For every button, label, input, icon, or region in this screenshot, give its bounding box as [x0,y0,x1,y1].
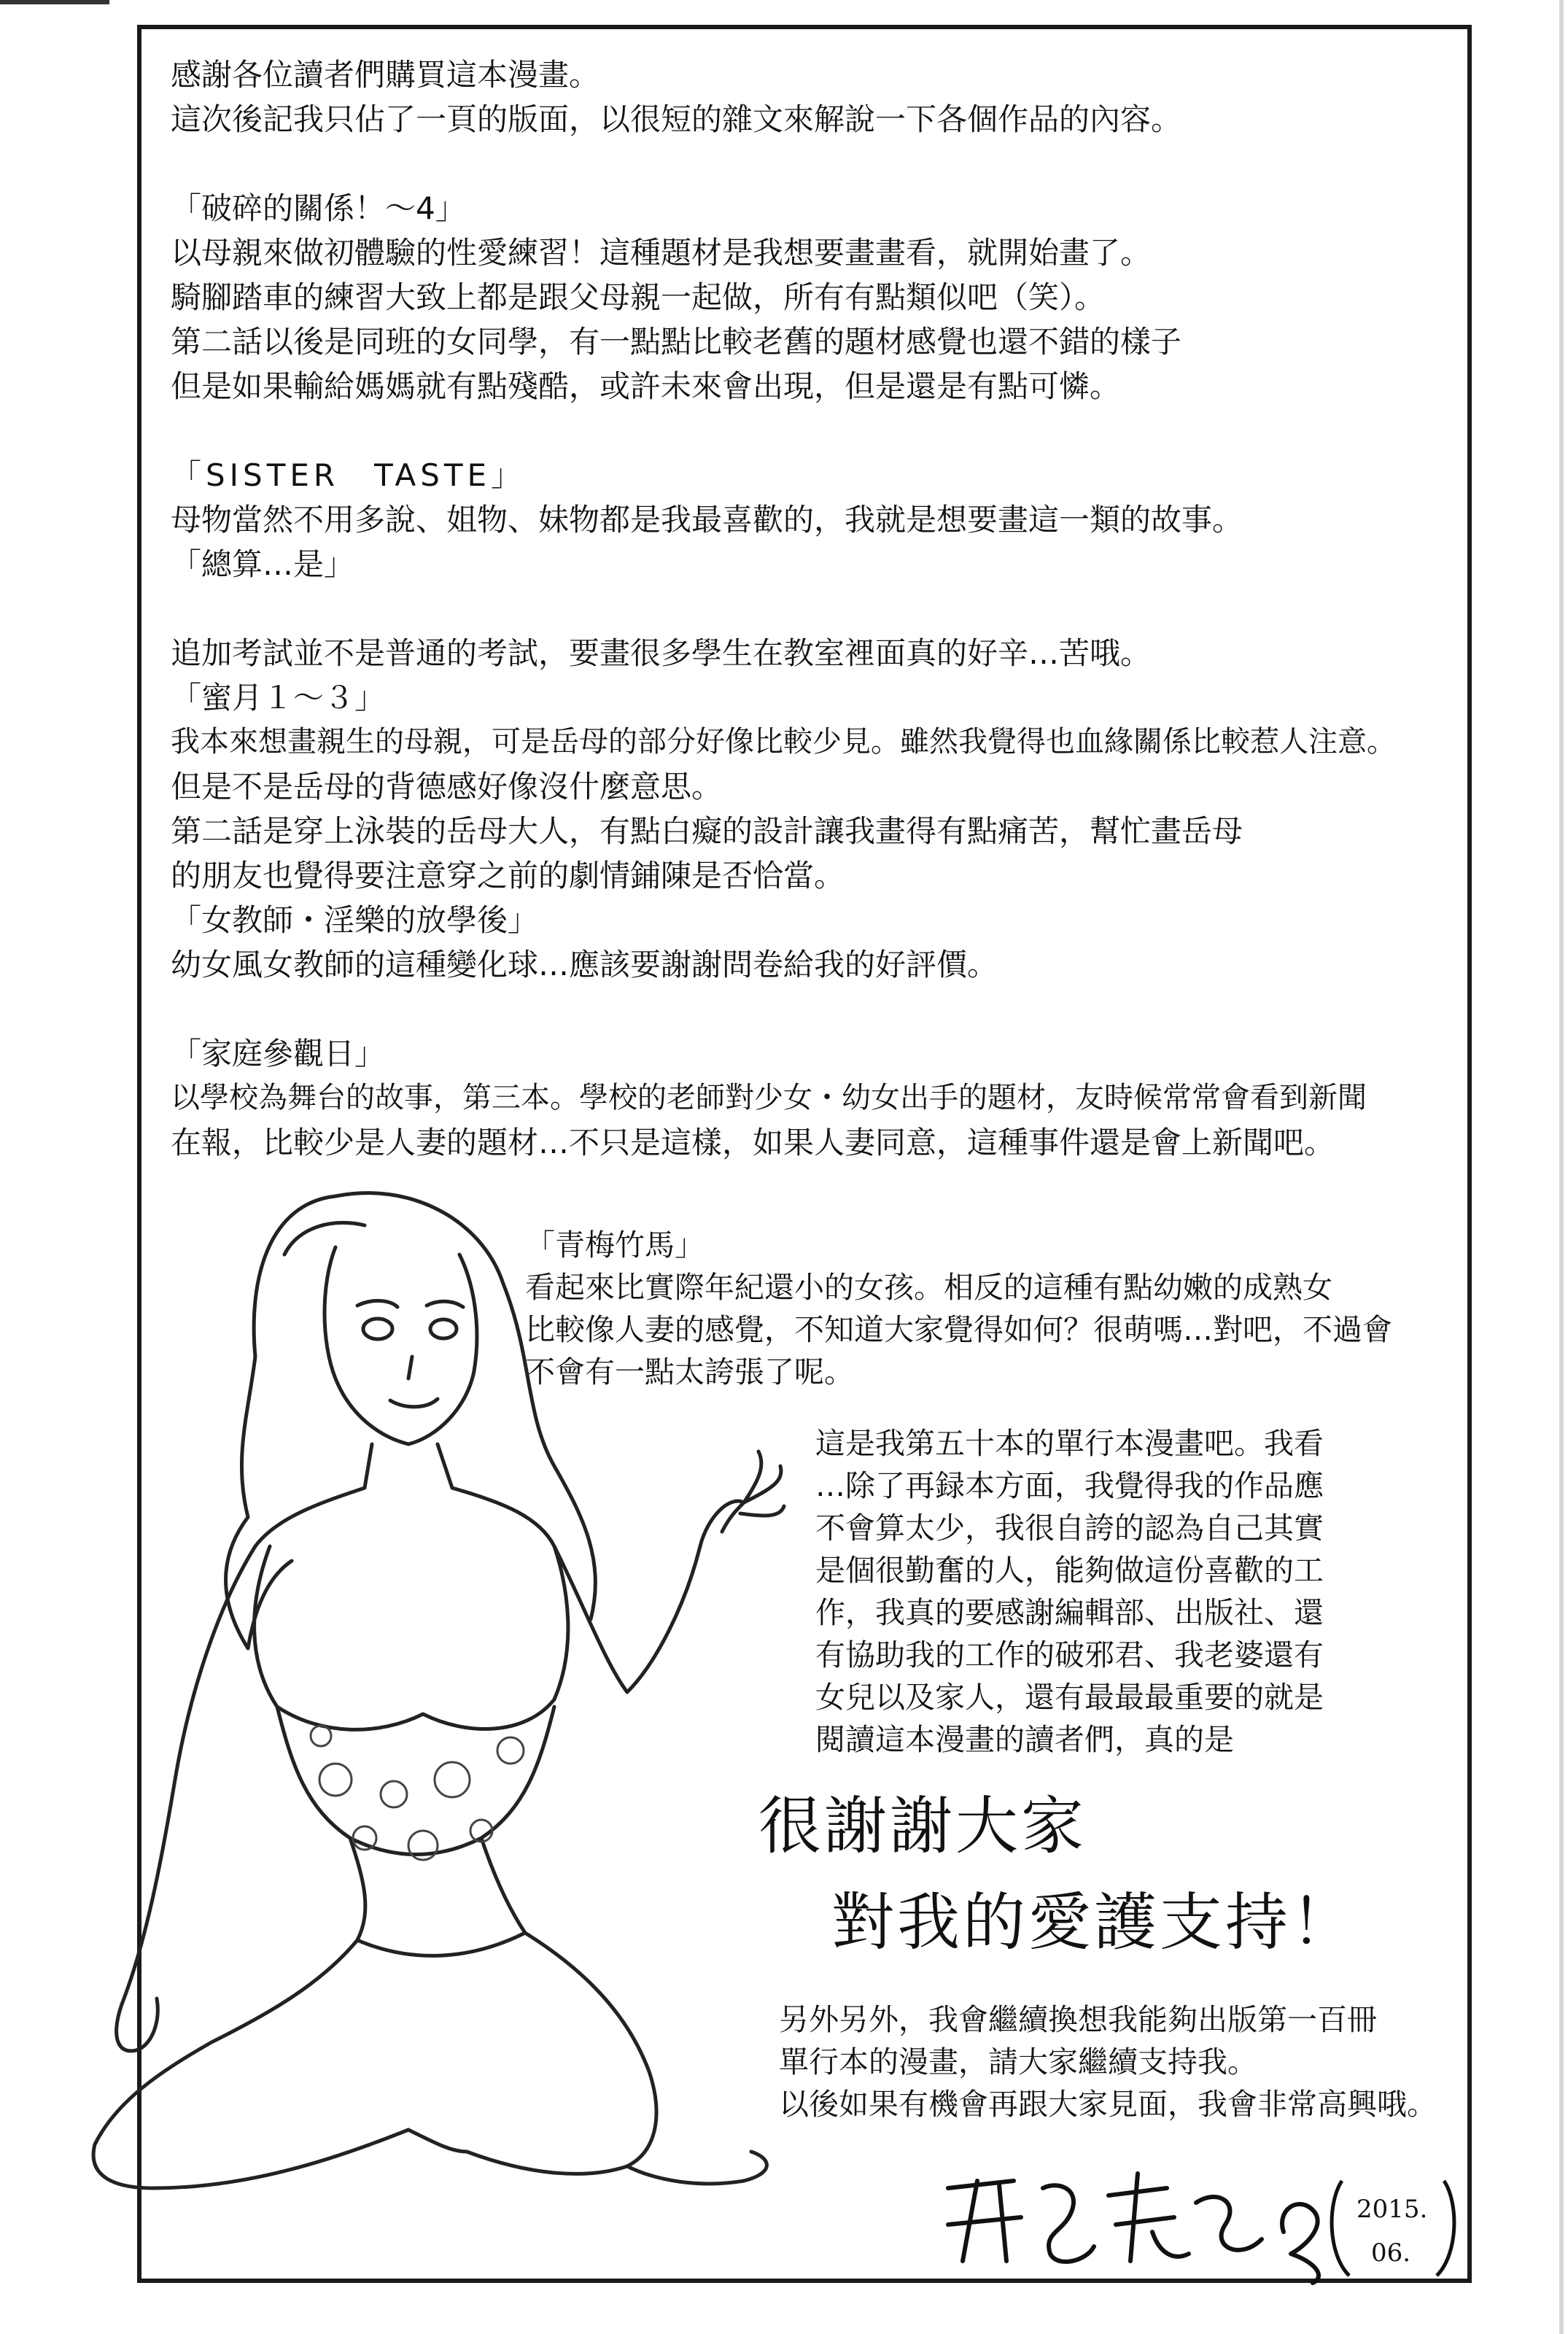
text-line: 我本來想畫親生的母親，可是岳母的部分好像比較少見。雖然我覺得也血緣關係比較惹人注意。 [171,725,1396,759]
section-title: 「蜜月１～３」 [171,680,386,716]
intro-paragraph [171,53,1469,141]
text-line: 單行本的漫畫，請大家繼續支持我。 [779,2044,1257,2079]
text-line: 追加考試並不是普通的考試，要畫很多學生在教室裡面真的好辛…苦哦。 [171,635,1152,671]
text-line: 但是不是岳母的背德感好像沒什麼意思。 [171,769,723,805]
text-line: 幼女風女教師的這種變化球…應該要謝謝問卷給我的好評價。 [171,947,998,982]
text-line: 有協助我的工作的破邪君、我老婆還有 [815,1637,1324,1672]
section-title: 「SISTER TASTE」 [171,457,527,493]
signature-date: 2015. [1357,2195,1428,2224]
afterword-text [171,53,1469,1165]
thanks-heading-line2: 對我的愛護支持！ [831,1886,1357,1959]
face-outline [325,1247,477,1444]
thanks-heading-line1: 很謝謝大家 [758,1790,1087,1863]
text-line: 第二話是穿上泳裝的岳母大人，有點白癡的設計讓我畫得有點痛苦，幫忙畫岳母 [171,813,1243,849]
raised-arm [554,1501,744,1692]
text-line: 是個很勤奮的人，能夠做這份喜歡的工 [815,1553,1324,1588]
text-line: 以母親來做初體驗的性愛練習！這種題材是我想要畫畫看，就開始畫了。 [171,235,1152,271]
text-line: 作，我真的要感謝編輯部、出版社、還 [815,1595,1324,1630]
section-sister-taste [171,453,1469,586]
text-line: 在報，比較少是人妻的題材…不只是這樣，如果人妻同意，這種事件還是會上新聞吧。 [171,1125,1335,1160]
text-line: 閱讀這本漫畫的讀者們，真的是 [815,1722,1234,1757]
text-line: 不會算太少，我很自誇的認為自己其實 [815,1511,1324,1546]
text-line: …除了再録本方面，我覺得我的作品應 [815,1468,1324,1503]
text-line: 女兒以及家人，還有最最最重要的就是 [815,1680,1324,1715]
section-title: 「女教師・淫樂的放學後」 [171,902,539,938]
signature-date-month: 06. [1371,2238,1411,2268]
section-honeymoon [171,631,1469,987]
text-line: 感謝各位讀者們購買這本漫畫。 [171,57,600,93]
text-line: 母物當然不用多說、姐物、妹物都是我最喜歡的，我就是想要畫這一類的故事。 [171,502,1243,538]
section-title: 「家庭參觀日」 [171,1036,386,1071]
legs-outline [93,1940,408,2188]
closing-paragraph [815,1422,1324,1761]
text-line: 以學校為舞台的故事，第三本。學校的老師對少女・幼女出手的題材，友時候常常會看到新聞 [171,1081,1367,1114]
text-line: 這次後記我只佔了一頁的版面，以很短的雜文來解說一下各個作品的內容。 [171,101,1182,137]
author-signature [934,2144,1459,2290]
text-line: 但是如果輸給媽媽就有點殘酷，或許未來會出現，但是還是有點可憐。 [171,368,1121,404]
right-edge-mark [1559,0,1564,2334]
text-line: 不會有一點太誇張了呢。 [525,1354,854,1389]
text-line: 第二話以後是同班的女同學，有一點點比較老舊的題材感覺也還不錯的樣子 [171,324,1182,360]
text-line: 另外另外，我會繼續換想我能夠出版第一百冊 [779,2002,1377,2037]
text-line: 看起來比實際年紀還小的女孩。相反的這種有點幼嫩的成熟女 [525,1270,1332,1305]
text-line: 騎腳踏車的練習大致上都是跟父母親一起做，所有有點類似吧（笑）。 [171,279,1106,315]
section-broken-relation [171,186,1469,408]
section-title: 「青梅竹馬」 [525,1228,705,1263]
final-paragraph [779,1998,1437,2125]
hair-outline [226,1196,335,1648]
section-title: 「總算…是」 [171,546,355,582]
section-title: 「破碎的關係！～4」 [171,190,466,226]
text-line: 以後如果有機會再跟大家見面，我會非常高興哦。 [779,2087,1437,2122]
woman-illustration [29,1138,802,2246]
text-line: 的朋友也覺得要注意穿之前的劇情鋪陳是否恰當。 [171,858,845,893]
lingerie-outline [255,1546,568,1729]
text-line: 這是我第五十本的單行本漫畫吧。我看 [815,1426,1324,1461]
top-edge-mark [0,0,109,4]
text-line: 比較像人妻的感覺，不知道大家覺得如何？很萌嗎…對吧，不過會 [525,1312,1392,1347]
